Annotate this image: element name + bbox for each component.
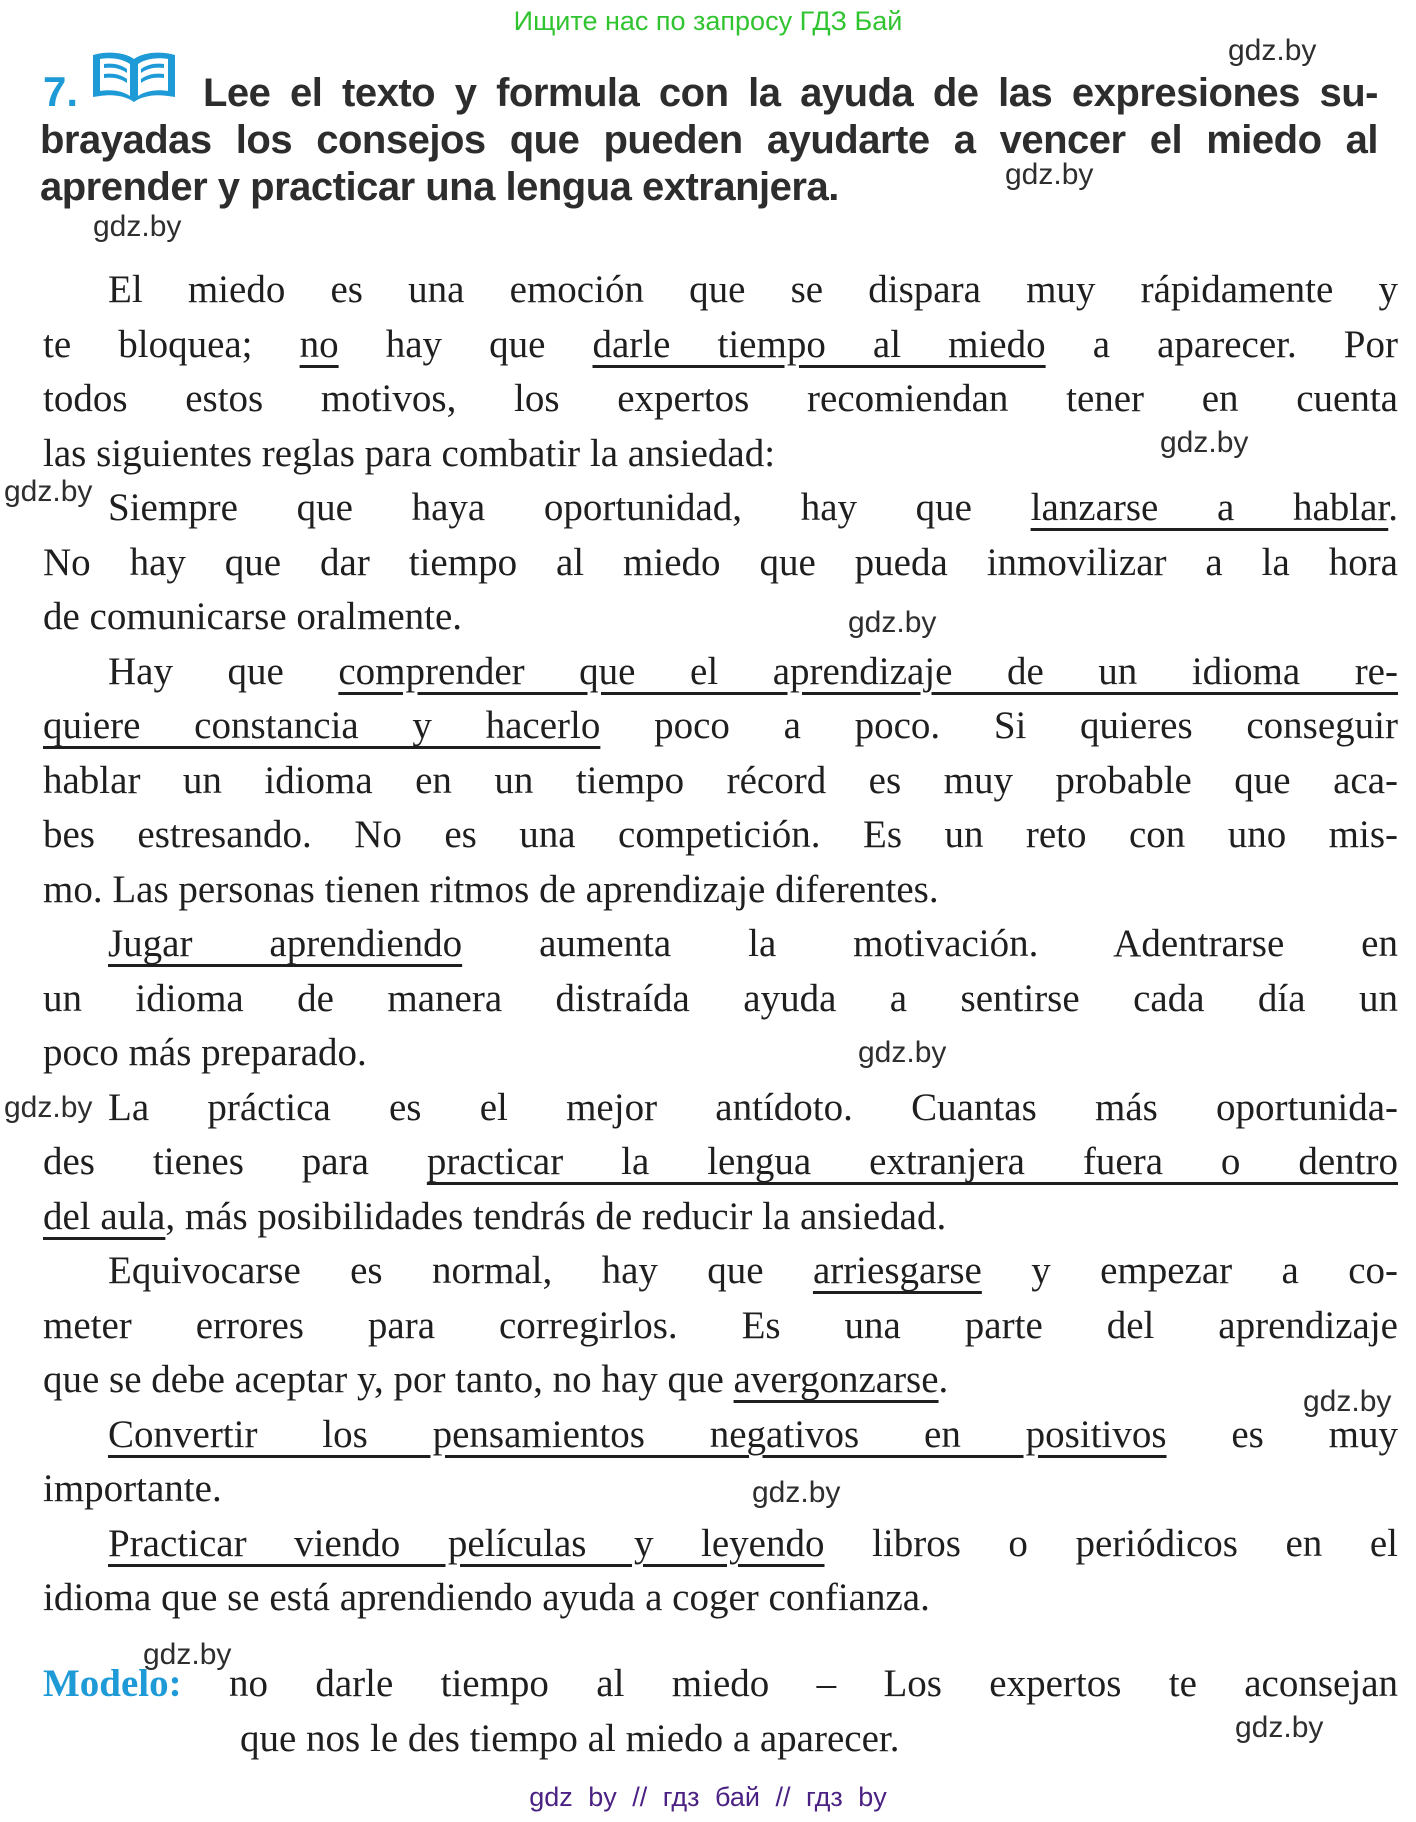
text-line: [43, 427, 1398, 482]
modelo-block: [43, 1657, 1398, 1766]
text-line: [43, 1408, 1398, 1463]
text-segment: bes estresando. No es una competición. Es un reto con uno mis-: [43, 813, 1398, 856]
watermark: gdz.by: [1235, 1711, 1324, 1744]
text-segment: hablar un idioma en un tiempo récord es muy probable que aca-: [43, 758, 1398, 802]
underlined-phrase: Convertir los pensamientos negativos en positivos: [108, 1412, 1167, 1456]
heading-line: Lee el texto y formula con la ayuda de las expresiones su-: [203, 71, 1378, 115]
text-line: [43, 1462, 1398, 1517]
text-line: [43, 1081, 1398, 1136]
text-line: [43, 1517, 1398, 1572]
text-segment: La práctica es el mejor antídoto. Cuantas más oportunida-: [108, 1085, 1398, 1129]
text-segment: aumenta la motivación. Adentrarse en: [462, 922, 1398, 965]
text-segment: hay que: [338, 322, 593, 366]
underlined-phrase: quiere constancia y hacerlo: [43, 704, 601, 747]
text-segment: Siempre que haya oportunidad, hay que: [108, 486, 1031, 529]
text-segment: No hay que dar tiempo al miedo que pueda inmovilizar a la hora: [43, 540, 1398, 584]
text-line: [43, 699, 1398, 754]
modelo-text: no darle tiempo al miedo – Los expertos te aconsejan: [181, 1662, 1398, 1705]
text-line: [43, 590, 1398, 645]
underlined-phrase: darle tiempo al miedo: [592, 322, 1046, 366]
exercise-number: 7.: [43, 68, 79, 115]
text-line: [43, 1135, 1398, 1190]
text-segment: que se debe aceptar y, por tanto, no hay que: [43, 1358, 734, 1401]
text-segment: libros o periódicos en el: [824, 1521, 1398, 1565]
text-line: [43, 917, 1398, 972]
text-line: [43, 863, 1398, 918]
underlined-phrase: arriesgarse: [812, 1249, 982, 1292]
text-line: [43, 1299, 1398, 1354]
text-line: [43, 263, 1398, 318]
underlined-phrase: avergonzarse: [733, 1358, 939, 1401]
text-segment: es muy: [1166, 1412, 1398, 1456]
text-line: [43, 1353, 1398, 1408]
underlined-phrase: practicar la lengua extranjera fuera o dentro: [426, 1140, 1398, 1183]
watermark: gdz.by: [1228, 34, 1317, 67]
text-line: [43, 972, 1398, 1027]
watermark: gdz.by: [1005, 158, 1094, 191]
watermark: gdz.by: [1303, 1385, 1392, 1418]
modelo-line: [43, 1657, 1398, 1712]
text-line: [43, 1244, 1398, 1299]
underlined-phrase: Jugar aprendiendo: [108, 922, 463, 965]
text-line: [43, 536, 1398, 591]
heading-line: brayadas los consejos que pueden ayudarte a vencer el miedo al: [40, 118, 1378, 162]
text-segment: las siguientes reglas para combatir la ansiedad:: [43, 431, 776, 475]
underlined-phrase: del aula: [43, 1194, 166, 1238]
exercise-text: [43, 263, 1398, 1626]
text-line: [43, 1190, 1398, 1245]
modelo-label: Modelo:: [43, 1662, 182, 1705]
text-segment: mo. Las personas tienen ritmos de aprendizaje diferentes.: [43, 867, 939, 911]
text-segment: importante.: [43, 1467, 222, 1510]
text-segment: .: [1388, 486, 1398, 529]
text-segment: todos estos motivos, los expertos recomiendan tener en cuenta: [43, 377, 1398, 420]
text-segment: des tienes para: [43, 1140, 427, 1183]
underlined-phrase: Practicar viendo películas y leyendo: [108, 1521, 825, 1565]
heading-line: aprender y practicar una lengua extranjera.: [40, 165, 839, 209]
text-segment: poco más preparado.: [43, 1031, 367, 1074]
watermark: gdz.by: [143, 1638, 232, 1671]
text-line: [43, 318, 1398, 373]
underlined-phrase: no: [299, 322, 339, 366]
text-segment: poco a poco. Si quieres conseguir: [600, 704, 1398, 747]
text-line: [43, 1571, 1398, 1626]
text-segment: Equivocarse es normal, hay que: [108, 1249, 813, 1292]
text-segment: .: [938, 1358, 949, 1401]
underlined-phrase: comprender que el aprendizaje de un idioma re-: [338, 649, 1398, 693]
watermark: gdz.by: [848, 606, 937, 639]
text-line: [43, 372, 1398, 427]
watermark: gdz.by: [858, 1036, 947, 1069]
watermark: gdz.by: [4, 1091, 93, 1124]
text-segment: meter errores para corregirlos. Es una parte del aprendizaje: [43, 1303, 1398, 1347]
watermark: gdz.by: [93, 210, 182, 243]
exercise-heading: [40, 70, 1378, 211]
text-segment: El miedo es una emoción que se dispara muy rápidamente y: [108, 268, 1398, 311]
text-segment: , más posibilidades tendrás de reducir la ansiedad.: [165, 1194, 947, 1238]
text-segment: te bloquea;: [43, 322, 300, 366]
page-footer: gdz by // гдз бай // гдз by: [529, 1782, 887, 1812]
underlined-phrase: lanzarse a hablar: [1030, 486, 1389, 529]
watermark: gdz.by: [4, 475, 93, 508]
text-line: [43, 481, 1398, 536]
watermark: gdz.by: [1160, 426, 1249, 459]
watermark: gdz.by: [752, 1476, 841, 1509]
text-line: [43, 808, 1398, 863]
text-line: [43, 1026, 1398, 1081]
text-segment: idioma que se está aprendiendo ayuda a coger confianza.: [43, 1576, 930, 1619]
text-line: [43, 754, 1398, 809]
text-segment: de comunicarse oralmente.: [43, 595, 463, 638]
text-segment: a aparecer. Por: [1045, 322, 1398, 366]
top-banner: Ищите нас по запросу ГДЗ Бай: [513, 6, 903, 36]
text-segment: y empezar a co-: [981, 1249, 1398, 1292]
text-segment: un idioma de manera distraída ayuda a sentirse cada día un: [43, 976, 1398, 1020]
text-segment: Hay que: [108, 649, 339, 693]
modelo-line: que nos le des tiempo al miedo a aparecer.: [240, 1716, 900, 1760]
text-line: [43, 645, 1398, 700]
